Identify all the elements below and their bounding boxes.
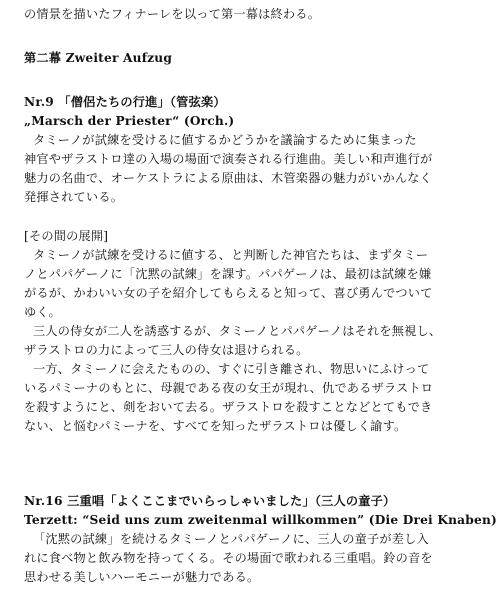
- paragraph-line: 三人の侍女が二人を誘惑するが、タミーノとパパゲーノはそれを無視し、: [33, 324, 442, 338]
- paragraph-line: 神官やザラストロ達の入場の場面で演奏される行進曲。美しい和声進行が: [24, 152, 433, 166]
- paragraph-line: を殺すようにと、剣をおいて去る。ザラストロを殺すことなどとてもでき: [24, 400, 433, 414]
- paragraph-line: ゆく。: [24, 305, 61, 319]
- paragraph-line: がるが、かわいい女の子を紹介してもらえると知って、喜び勇んでついて: [24, 286, 433, 300]
- paragraph-line: いるパミーナのもとに、母親である夜の女王が現れ、仇であるザラストロ: [24, 381, 434, 395]
- paragraph-line: タミーノが試練を受けるに値する、と判断した神官たちは、まずタミー: [33, 248, 429, 262]
- paragraph-line: ない、と悩むパミーナを、すべてを知ったザラストロは優しく諭す。: [24, 419, 407, 433]
- section-german-title: „Marsch der Priester“ (Orch.): [24, 114, 235, 128]
- paragraph-line: 「沈黙の試練」を続けるタミーノとパパゲーノに、三人の童子が差し入: [33, 532, 429, 546]
- paragraph-line: れに食べ物と飲み物を持ってくる。その場面で歌われる三重唱。鈴の音を: [24, 551, 433, 565]
- paragraph-line: 発揮されている。: [24, 190, 124, 204]
- act-heading: 第二幕 Zweiter Aufzug: [24, 51, 173, 65]
- interlude-heading: [その間の展開]: [24, 229, 109, 243]
- paragraph-line: ノとパパゲーノに「沈黙の試練」を課す。パパゲーノは、最初は試練を嫌: [24, 267, 432, 281]
- paragraph-line: タミーノが試練を受けるに値するかどうかを議論するために集まった: [33, 133, 417, 147]
- paragraph-line: 魅力の名曲で、オーケストラによる原曲は、木管楽器の魅力がいかんなく: [24, 171, 433, 185]
- paragraph-line: 一方、タミーノに会えたものの、すぐに引き離され、物思いにふけって: [33, 362, 430, 376]
- paragraph-line: ザラストロの力によって三人の侍女は退けられる。: [24, 343, 309, 357]
- section-title: Nr.16 三重唱「よくここまでいらっしゃいました」（三人の童子）: [24, 494, 396, 508]
- section-title: Nr.9 「僧侶たちの行進」（管弦楽）: [24, 95, 226, 109]
- paragraph-line: 思わせる美しいハーモニーが魅力である。: [24, 570, 260, 584]
- section-german-title: Terzett: “Seid uns zum zweitenmal willkommen” (Die Drei Knaben): [24, 513, 497, 527]
- intro-text: の情景を描いたフィナーレを以って第一幕は終わる。: [24, 7, 321, 21]
